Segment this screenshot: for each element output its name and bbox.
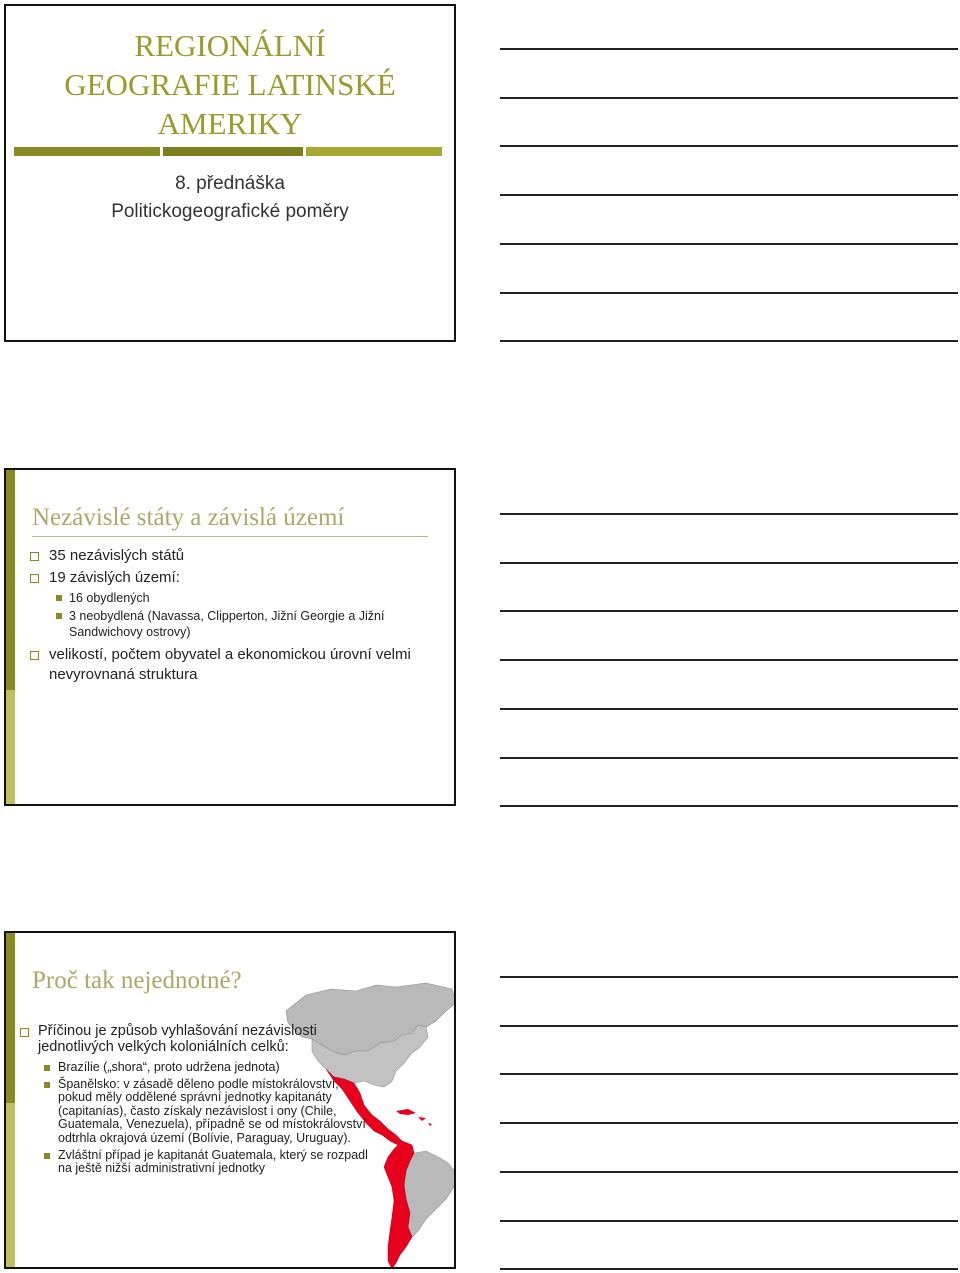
filled-square-bullet-icon xyxy=(44,1153,50,1159)
bullet-item: Příčinou je způsob vyhlašování nezávislosti jednotlivých velkých koloniálních celků: xyxy=(20,1023,376,1055)
subtitle-line-2: Politickogeografické poměry xyxy=(111,201,349,222)
note-line xyxy=(500,194,958,196)
note-line xyxy=(500,1073,958,1075)
title-line-3: AMERIKY xyxy=(157,106,303,141)
note-line xyxy=(500,976,958,978)
slide-2 xyxy=(4,468,456,806)
note-line xyxy=(500,562,958,564)
bullet-item: 35 nezávislých států xyxy=(28,546,448,566)
hollow-square-bullet-icon xyxy=(30,651,39,660)
sub-bullet-item: Španělsko: v zásadě děleno podle místokrálovství, pokud měly oddělené správní jednotky kapitanáty (capitanías), často získaly nezávislost i ony (Chile, Guatemala, Venezuela), případně se od místokrálovství odtrhla okrajová území (Bolívie, Paraguay, Uruguay). xyxy=(20,1078,376,1146)
title-line-1: REGIONÁLNÍ xyxy=(134,28,326,63)
filled-square-bullet-icon xyxy=(56,613,62,619)
filled-square-bullet-icon xyxy=(44,1082,50,1088)
slide-accent-strip xyxy=(6,470,15,804)
note-line xyxy=(500,48,958,50)
title-line-2: GEOGRAFIE LATINSKÉ xyxy=(64,67,396,102)
note-line xyxy=(500,1268,958,1270)
caribbean-islands-red xyxy=(396,1109,432,1126)
note-line xyxy=(500,1171,958,1173)
sub-bullet-item: 3 neobydlená (Navassa, Clipperton, Jižní Georgie a Jižní Sandwichovy ostrovy) xyxy=(28,608,448,640)
divider-bar-2 xyxy=(163,147,303,156)
hollow-square-bullet-icon xyxy=(30,574,39,583)
note-line xyxy=(500,243,958,245)
slide-2-title: Nezávislé státy a závislá území xyxy=(32,504,345,531)
slide-2-bullets xyxy=(28,546,448,687)
bullet-item: velikostí, počtem obyvatel a ekonomickou úrovní velmi nevyrovnaná struktura xyxy=(28,645,448,685)
note-line xyxy=(500,292,958,294)
note-line xyxy=(500,1220,958,1222)
title-divider-bars xyxy=(14,147,442,156)
divider-bar-3 xyxy=(306,147,442,156)
note-line xyxy=(500,708,958,710)
note-line xyxy=(500,513,958,515)
note-line xyxy=(500,805,958,807)
note-line xyxy=(500,1025,958,1027)
sub-bullet-item: 16 obydlených xyxy=(28,590,448,606)
slide-3-title: Proč tak nejednotné? xyxy=(32,967,242,994)
note-line xyxy=(500,610,958,612)
note-line xyxy=(500,757,958,759)
sub-bullet-item: Zvláštní případ je kapitanát Guatemala, který se rozpadl na ještě nižší administrativní jednotky xyxy=(20,1149,376,1176)
sub-bullet-item: Brazílie („shora“, proto udržena jednota) xyxy=(20,1061,376,1075)
title-underline xyxy=(32,536,428,537)
slide-1 xyxy=(4,4,456,342)
bullet-item: 19 závislých území: xyxy=(28,568,448,588)
note-line xyxy=(500,145,958,147)
filled-square-bullet-icon xyxy=(44,1065,50,1071)
note-line xyxy=(500,1122,958,1124)
subtitle-line-1: 8. přednáška xyxy=(175,173,285,194)
note-line xyxy=(500,659,958,661)
slide-3-bullets xyxy=(20,1023,376,1179)
slide-1-title xyxy=(6,26,454,143)
filled-square-bullet-icon xyxy=(56,595,62,601)
note-line xyxy=(500,340,958,342)
hollow-square-bullet-icon xyxy=(20,1028,29,1037)
slide-accent-strip xyxy=(6,933,15,1267)
note-line xyxy=(500,97,958,99)
hollow-square-bullet-icon xyxy=(30,552,39,561)
brazil-gray-region xyxy=(404,1151,456,1237)
slide-1-subtitle xyxy=(6,170,454,226)
divider-bar-1 xyxy=(14,147,160,156)
slide-3 xyxy=(4,931,456,1269)
